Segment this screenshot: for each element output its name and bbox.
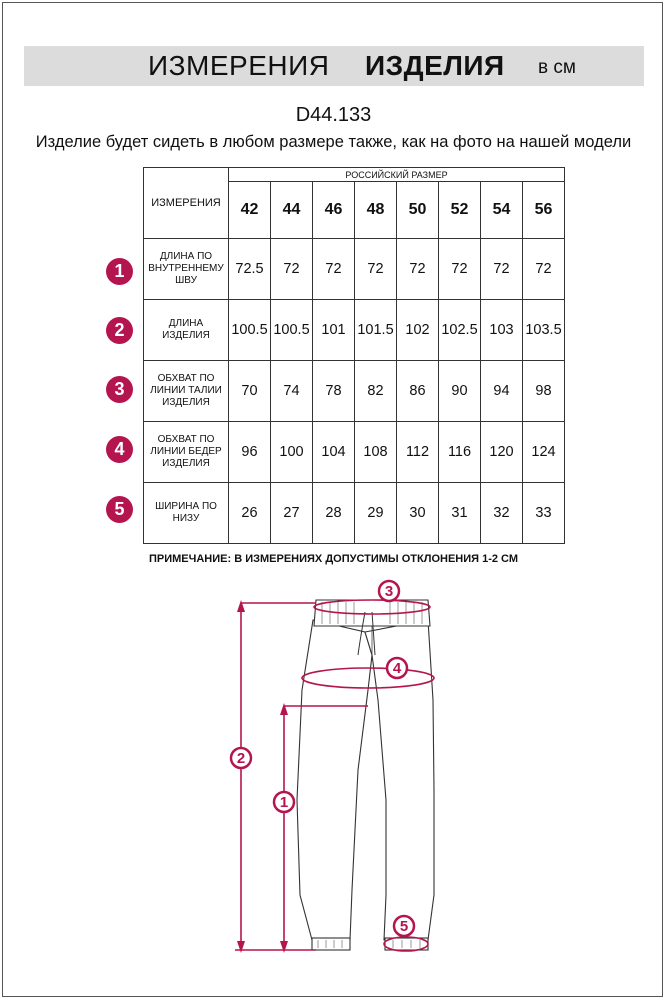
row-label-line: ШИРИНА ПО: [155, 501, 217, 512]
table-cell: 124: [523, 422, 565, 483]
table-cell: 72: [523, 239, 565, 300]
table-cell: 104: [313, 422, 355, 483]
row-label: [144, 239, 229, 300]
diagram-badge-5-label: 5: [399, 918, 409, 935]
pants-diagram: [0, 570, 667, 970]
size-header: 44: [271, 182, 313, 239]
table-cell: 96: [229, 422, 271, 483]
table-cell: 108: [355, 422, 397, 483]
row-label-line: ИЗДЕЛИЯ: [162, 458, 210, 469]
row-label-line: ДЛИНА ПО: [159, 251, 213, 262]
table-cell: 86: [397, 361, 439, 422]
table-row: [144, 483, 565, 544]
table-cell: 72: [439, 239, 481, 300]
size-header: 52: [439, 182, 481, 239]
row-label-line: ЛИНИИ БЕДЕР: [150, 446, 222, 457]
table-cell: 100.5: [229, 300, 271, 361]
row-number-badge: 5: [106, 496, 133, 523]
table-cell: 26: [229, 483, 271, 544]
size-header: 48: [355, 182, 397, 239]
table-cell: 30: [397, 483, 439, 544]
size-header: 54: [481, 182, 523, 239]
table-cell: 74: [271, 361, 313, 422]
table-cell: 94: [481, 361, 523, 422]
row-label: [144, 483, 229, 544]
table-row: [144, 239, 565, 300]
size-system-header: РОССИЙСКИЙ РАЗМЕР: [229, 168, 565, 182]
table-cell: 31: [439, 483, 481, 544]
title-unit: в см: [538, 57, 576, 78]
table-cell: 72: [355, 239, 397, 300]
table-cell: 29: [355, 483, 397, 544]
table-row: [144, 422, 565, 483]
row-label: [144, 422, 229, 483]
size-header: 46: [313, 182, 355, 239]
measurements-header: ИЗМЕРЕНИЯ: [144, 168, 229, 239]
row-number-badge: 2: [106, 317, 133, 344]
table-cell: 72: [481, 239, 523, 300]
size-header: 56: [523, 182, 565, 239]
table-cell: 28: [313, 483, 355, 544]
title-product: ИЗДЕЛИЯ: [365, 50, 505, 81]
row-number-badge: 4: [106, 436, 133, 463]
table-cell: 112: [397, 422, 439, 483]
row-label: [144, 361, 229, 422]
table-cell: 100.5: [271, 300, 313, 361]
table-row: [144, 361, 565, 422]
table-cell: 32: [481, 483, 523, 544]
table-cell: 33: [523, 483, 565, 544]
row-label-line: ИЗДЕЛИЯ: [162, 330, 210, 341]
table-cell: 103: [481, 300, 523, 361]
row-label-line: ИЗДЕЛИЯ: [162, 397, 210, 408]
table-cell: 116: [439, 422, 481, 483]
table-cell: 90: [439, 361, 481, 422]
row-label-line: ОБХВАТ ПО: [157, 434, 215, 445]
size-header: 50: [397, 182, 439, 239]
row-label-line: ЛИНИИ ТАЛИИ: [150, 385, 222, 396]
table-cell: 78: [313, 361, 355, 422]
table-cell: 72: [271, 239, 313, 300]
row-label: [144, 300, 229, 361]
table-cell: 101: [313, 300, 355, 361]
table-cell: 101.5: [355, 300, 397, 361]
table-cell: 82: [355, 361, 397, 422]
table-cell: 72: [397, 239, 439, 300]
table-cell: 100: [271, 422, 313, 483]
row-label-line: ВНУТРЕННЕМУ: [148, 263, 224, 274]
table-cell: 98: [523, 361, 565, 422]
table-cell: 103.5: [523, 300, 565, 361]
remark: ПРИМЕЧАНИЕ: В ИЗМЕРЕНИЯХ ДОПУСТИМЫ ОТКЛОНЕНИЯ 1-2 СМ: [148, 553, 519, 565]
fit-note: Изделие будет сидеть в любом размере также, как на фото на нашей модели: [35, 133, 632, 151]
size-header: 42: [229, 182, 271, 239]
row-number-badge: 3: [106, 376, 133, 403]
table-cell: 120: [481, 422, 523, 483]
diagram-badge-2-label: 2: [236, 750, 246, 767]
table-cell: 102: [397, 300, 439, 361]
table-row: [144, 300, 565, 361]
diagram-badge-4-label: 4: [392, 660, 402, 677]
size-table: [143, 167, 565, 544]
table-cell: 72.5: [229, 239, 271, 300]
row-number-badge: 1: [106, 258, 133, 285]
table-cell: 27: [271, 483, 313, 544]
table-cell: 70: [229, 361, 271, 422]
title-measurements: ИЗМЕРЕНИЯ: [148, 50, 330, 81]
table-cell: 102.5: [439, 300, 481, 361]
row-label-line: НИЗУ: [172, 513, 200, 524]
row-label-line: ДЛИНА: [168, 318, 204, 329]
row-label-line: ОБХВАТ ПО: [157, 373, 215, 384]
diagram-badge-3-label: 3: [384, 583, 394, 600]
row-label-line: ШВУ: [175, 275, 197, 286]
table-cell: 72: [313, 239, 355, 300]
product-code: D44.133: [295, 104, 372, 126]
diagram-badge-1-label: 1: [279, 794, 289, 811]
